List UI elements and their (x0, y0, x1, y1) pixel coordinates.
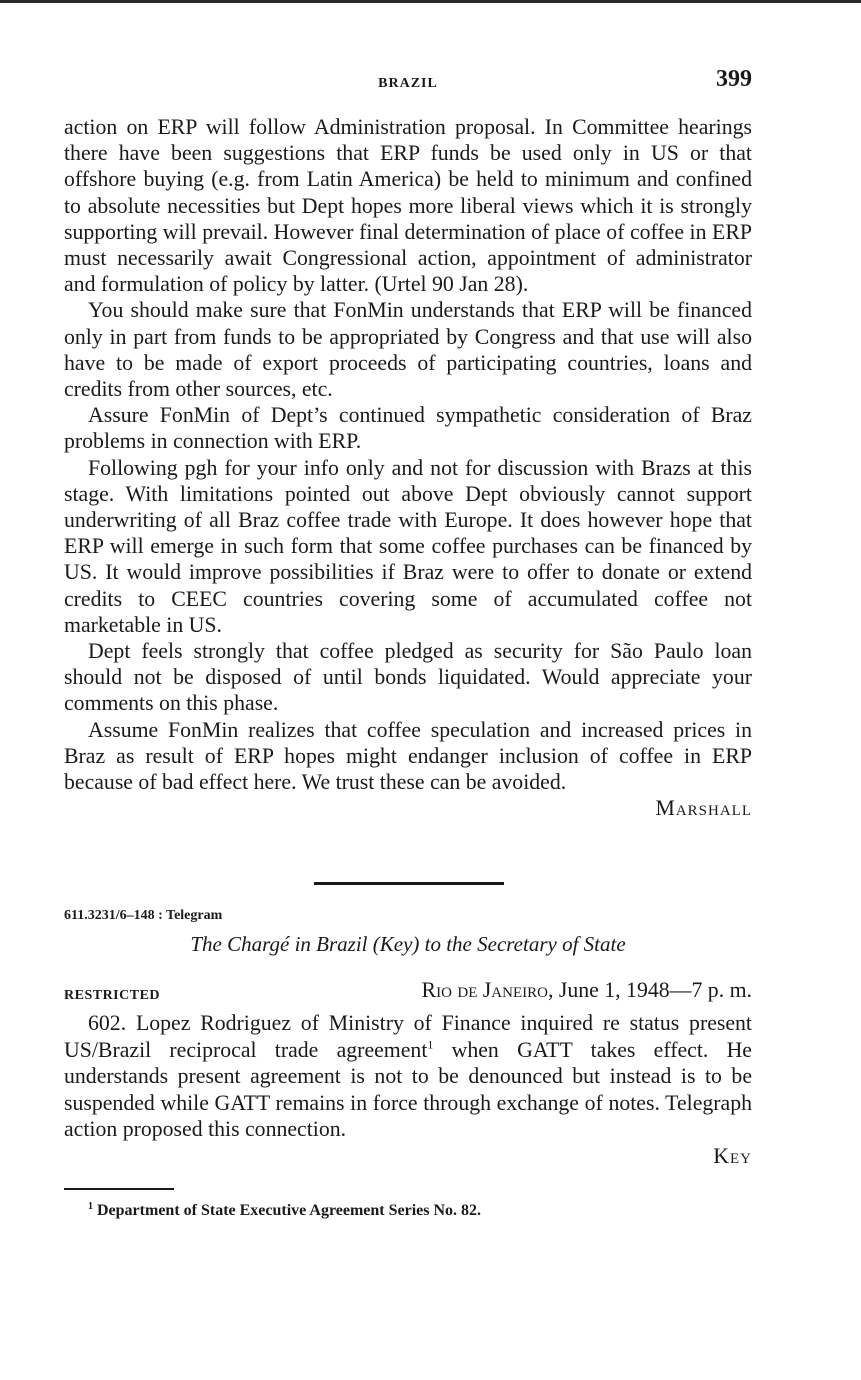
document-title: The Chargé in Brazil (Key) to the Secretary of State (190, 932, 626, 956)
signature-marshall: Marshall (655, 796, 752, 821)
page-header (64, 66, 752, 98)
telegram-message (64, 1010, 752, 1170)
signature-key: Key (713, 1143, 752, 1168)
file-number: 611.3231/6–148 : Telegram (64, 908, 223, 923)
message-text: 602. Lopez Rodriguez of Ministry of Finance inquired re status present US/Brazil reciprocal trade agreement (64, 1011, 752, 1062)
body-paragraph: Dept feels strongly that coffee pledged as security for São Paulo loan should not be disposed of until bonds liquidated. Would appreciate your comments on this phase. (64, 639, 752, 716)
message-text-continued: when GATT takes effect. He understands present agreement is not to be denounced but instead is to be suspended while GATT remains in force through exchange of notes. Telegraph action proposed this connection. (64, 1037, 752, 1142)
body-paragraph: Assume FonMin realizes that coffee speculation and increased prices in Braz as result of ERP hopes might endanger inclusion of coffee in ERP because of bad effect here. We trust these can be avoided. (64, 717, 752, 795)
footnote-text: Department of State Executive Agreement Series No. 82. (97, 1202, 482, 1219)
footnote (88, 1202, 481, 1220)
body-paragraph: Assure FonMin of Dept’s continued sympathetic consideration of Braz problems in connection with ERP. (64, 403, 752, 454)
footnote-mark: 1 (88, 1200, 93, 1212)
dateline-row (64, 978, 752, 1008)
body-paragraph: You should make sure that FonMin understands that ERP will be financed only in part from funds to be appropriated by Congress and that use will also have to be made of export proceeds of participating countries, loans and credits from other sources, etc. (64, 298, 752, 402)
message-paragraph (64, 1010, 752, 1143)
page-number: 399 (716, 66, 752, 92)
telegram-continuation-body (64, 114, 752, 821)
dateline-place: Rio de Janeiro, (421, 978, 554, 1002)
footnote-rule (64, 1188, 174, 1190)
footnote-reference: 1 (427, 1037, 434, 1052)
top-border-rule (0, 0, 861, 3)
classification-label: RESTRICTED (64, 988, 161, 1003)
body-paragraph: action on ERP will follow Administration proposal. In Committee hearings there have been suggestions that ERP funds be used only in US or that offshore buying (e.g. from Latin America) be held to minimum and confined to absolute necessities but Dept hopes more liberal views which it is strongly supporting will prevail. However final determination of place of coffee in ERP must necessarily await Congressional action, appointment of administrator and formulation of policy by latter. (Urtel 90 Jan 28). (64, 115, 752, 297)
body-paragraph: Following pgh for your info only and not for discussion with Brazs at this stage. With limitations pointed out above Dept obviously cannot support underwriting of all Braz coffee trade with Europe. It does however hope that ERP will emerge in such form that some coffee purchases can be financed by US. It would improve possibilities if Braz were to offer to donate or extend credits to CEEC countries covering some of accumulated coffee not marketable in US. (64, 455, 752, 637)
dateline (422, 978, 752, 1003)
section-divider (314, 882, 504, 885)
running-head: BRAZIL (378, 76, 438, 91)
dateline-date: June 1, 1948—7 p. m. (558, 978, 752, 1002)
